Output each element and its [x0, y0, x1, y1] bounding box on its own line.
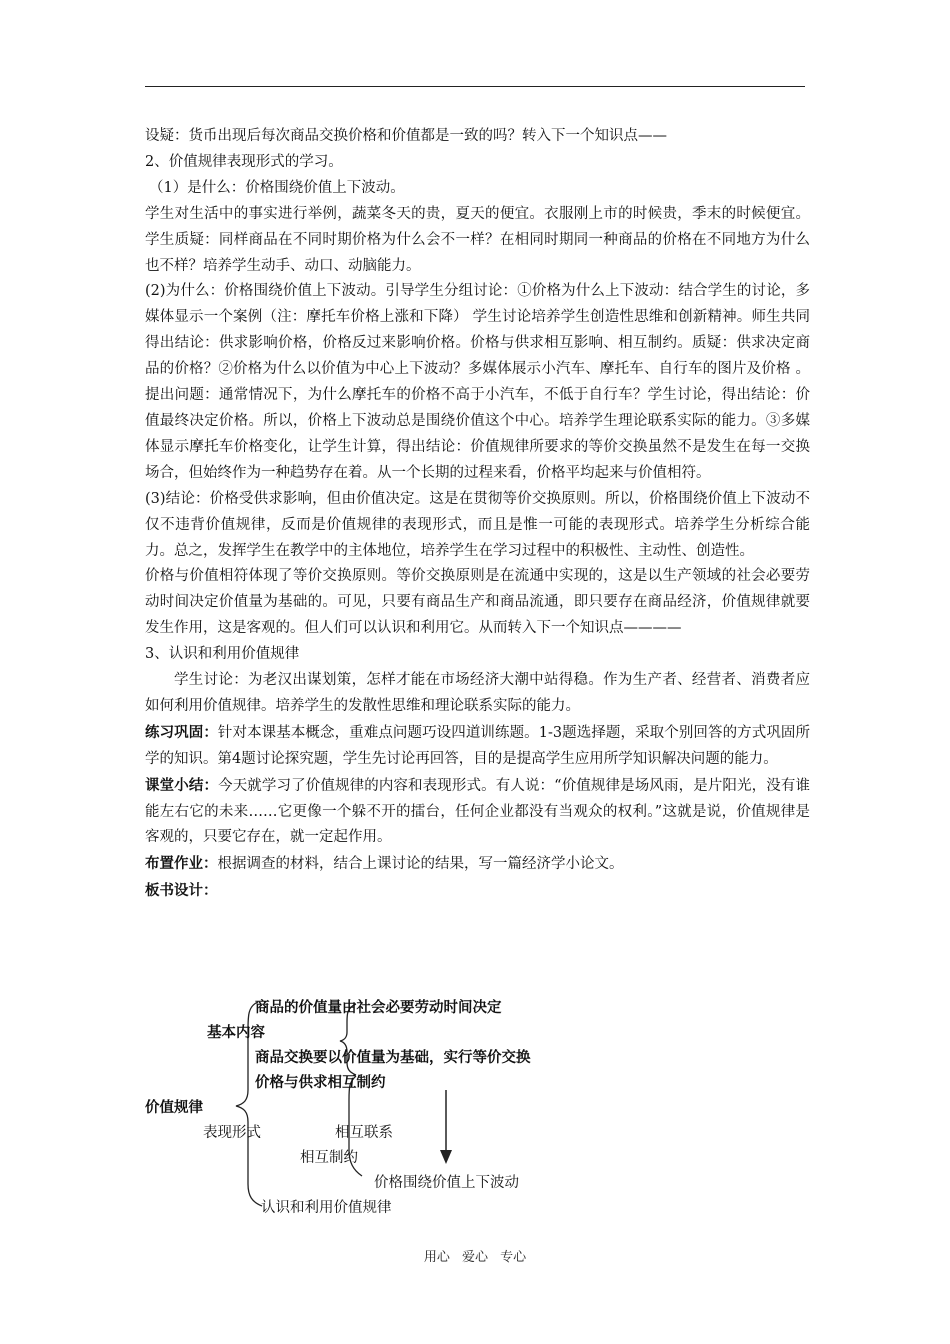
board-root: 价值规律: [145, 1099, 203, 1116]
arrow-head: [440, 1150, 452, 1164]
board-form: 表现形式: [203, 1125, 261, 1141]
board-design-label: 板书设计：: [145, 882, 218, 900]
homework-label: 布置作业：: [145, 855, 218, 873]
practice-text: 针对本课基本概念，重难点问题巧设四道训练题。1-3题选择题，采取个别回答的方式巩固所学的知识。第4题讨论探究题，学生先讨论再回答，目的是提高学生应用所学知识解决问题的能力。: [145, 724, 810, 767]
subheading-what: （1）是什么：价格围绕价值上下波动。: [149, 179, 405, 196]
section-heading-2: 2、价值规律表现形式的学习。: [145, 153, 343, 170]
board-mutual-restrict: 相互制约: [300, 1150, 358, 1166]
practice-label: 练习巩固：: [145, 723, 218, 741]
board-item-equal-exchange: 商品交换要以价值量为基础，实行等价交换: [255, 1049, 531, 1066]
header-rule: [145, 86, 805, 87]
paragraph-discussion: 学生讨论：为老汉出谋划策，怎样才能在市场经济大潮中站得稳。作为生产者、经营者、消费者应如何利用价值规律。培养学生的发散性思维和理论联系实际的能力。: [145, 672, 810, 714]
board-fluctuation: 价格围绕价值上下波动: [374, 1175, 519, 1191]
board-item-value-determination: 商品的价值量由社会必要劳动时间决定: [255, 999, 502, 1016]
paragraph-examples: 学生对生活中的事实进行举例，蔬菜冬天的贵，夏天的便宜。衣服刚上市的时候贵，季末的时候便宜。学生质疑：同样商品在不同时期价格为什么会不一样？在相同时期同一种商品的价格在不同地方为什么也不样？培养学生动手、动口、动脑能力。: [145, 205, 810, 274]
main-brace: [236, 1002, 262, 1206]
summary-text: 今天就学习了价值规律的内容和表现形式。有人说：“价值规律是场风雨，是片阳光，没有谁能左右它的未来……它更像一个躲不开的擂台，任何企业都没有当观众的权利。”这就是说，价值规律是客观的，只要它存在，就一定起作用。: [145, 777, 811, 846]
paragraph-board-design: [145, 878, 810, 905]
paragraph-why: (2)为什么：价格围绕价值上下波动。引导学生分组讨论：①价格为什么上下波动：结合学生的讨论，多媒体显示一个案例（注：摩托车价格上涨和下降） 学生讨论培养学生创造性思维和创新精神。师生共同得出结论：供求影响价格，价格反过来影响价格。价格与供求相互影响、相互制约。质疑：供求决定商品的价格？②价格为什么以价值为中心上下波动？多媒体展示小汽车、摩托车、自行车的图片及价格 。提出问题：通常情况下，为什么摩托车的价格不高于小汽车，不低于自行车？学生讨论，得出结论：价值最终决定价格。所以，价格上下波动总是围绕价值这个中心。培养学生理论联系实际的能力。③多媒体显示摩托车价格变化，让学生计算，得出结论：价值规律所要求的等价交换虽然不是发生在每一交换场合，但始终作为一种趋势存在着。从一个长期的过程来看，价格平均起来与价值相符。: [145, 283, 810, 481]
document-body: [145, 124, 810, 905]
paragraph-equal-exchange: 价格与价值相符体现了等价交换原则。等价交换原则是在流通中实现的，这是以生产领域的社会必要劳动时间决定价值量为基础的。可见，只要有商品生产和商品流通，即只要存在商品经济，价值规律就要发生作用，这是客观的。但人们可以认识和利用它。从而转入下一个知识点————: [145, 568, 810, 637]
paragraph-homework: [145, 851, 810, 878]
paragraph-question: 设疑：货币出现后每次商品交换价格和价值都是一致的吗？转入下一个知识点——: [145, 128, 667, 144]
board-basic-content: 基本内容: [207, 1024, 265, 1041]
page-footer: 用心 爱心 专心: [423, 1250, 527, 1265]
basic-brace: [340, 1004, 356, 1075]
link-brace: [349, 1076, 362, 1176]
paragraph-conclusion: (3)结论：价格受供求影响，但由价值决定。这是在贯彻等价交换原则。所以，价格围绕价值上下波动不仅不违背价值规律，反而是价值规律的表现形式，而且是惟一可能的表现形式。培养学生分析综合能力。总之，发挥学生在教学中的主体地位，培养学生在学习过程中的积极性、主动性、创造性。: [145, 490, 810, 559]
board-item-supply-demand: 价格与供求相互制约: [255, 1074, 386, 1091]
homework-text: 根据调查的材料，结合上课讨论的结果，写一篇经济学小论文。: [217, 856, 624, 873]
paragraph-practice: [145, 720, 810, 773]
section-heading-3: 3、认识和利用价值规律: [145, 646, 300, 663]
board-use: 认识和利用价值规律: [261, 1200, 392, 1216]
paragraph-summary: [145, 773, 810, 852]
board-mutual-link: 相互联系: [335, 1125, 393, 1141]
summary-label: 课堂小结：: [145, 776, 219, 794]
